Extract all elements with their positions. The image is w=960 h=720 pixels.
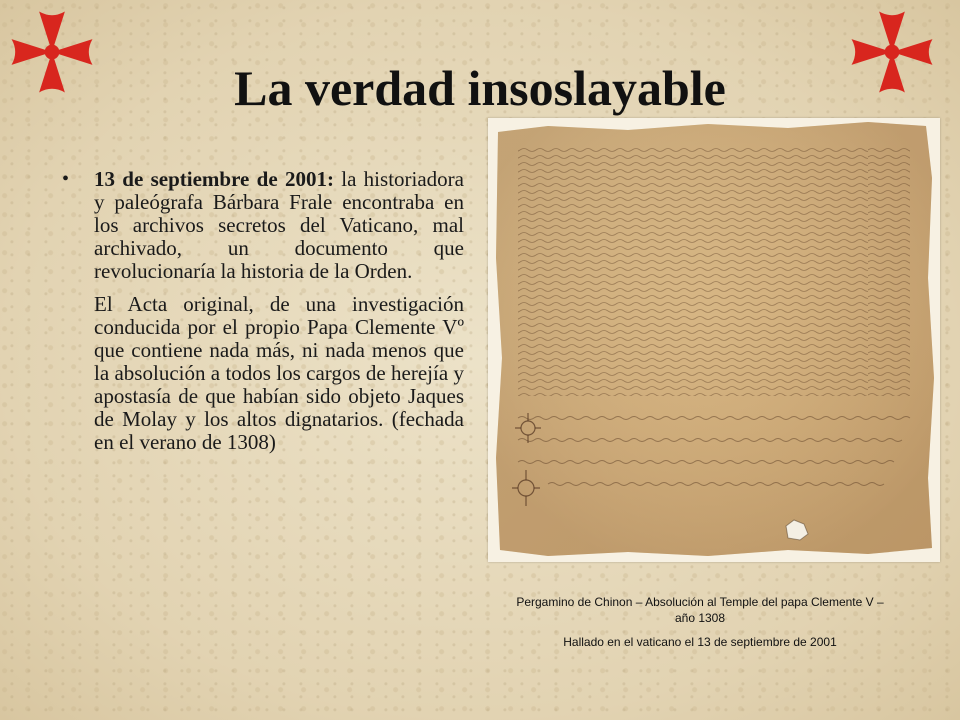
bullet-dot-icon: • xyxy=(62,168,70,190)
paragraph-acta: El Acta original, de una investigación conducida por el propio Papa Clemente Vº que contiene nada más, ni nada menos que la absolución a todos los cargos de herejía y apostasía de que habían sido objeto Jaques de Molay y los altos dignatarios. (fechada en el verano de 1308) xyxy=(94,292,464,454)
slide-title: La verdad insoslayable xyxy=(234,60,726,116)
bullet-date: 13 de septiembre de 2001: xyxy=(94,167,334,191)
parchment-image xyxy=(488,118,940,562)
bullet-text: la historiadora y paleógrafa Bárbara Frale encontraba en los archivos secretos del Vaticano, mal archivado, un documento que revolucionaría la historia de la Orden. xyxy=(94,167,464,283)
image-caption: Pergamino de Chinon – Absolución al Temple del papa Clemente V – año 1308 xyxy=(516,595,884,625)
image-caption-secondary: Hallado en el vaticano el 13 de septiembre de 2001 xyxy=(563,635,837,649)
slide-body xyxy=(62,168,464,454)
bullet-item xyxy=(62,168,464,283)
bullet-paragraph xyxy=(94,168,464,283)
